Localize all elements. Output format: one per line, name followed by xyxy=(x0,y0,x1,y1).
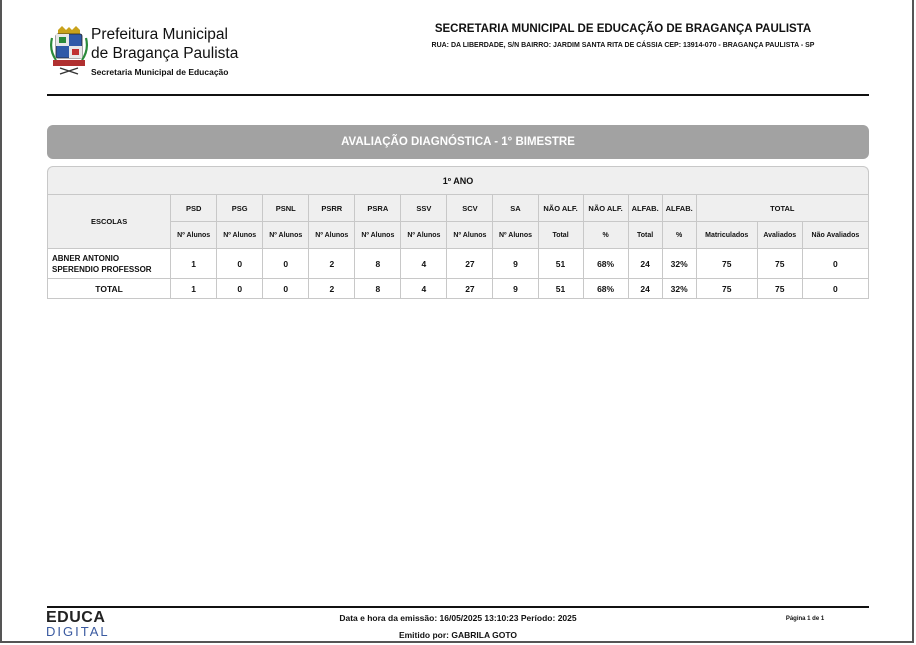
secretariat-title: SECRETARIA MUNICIPAL DE EDUCAÇÃO DE BRAGANÇA PAULISTA xyxy=(434,23,812,35)
subheader: Nº Alunos xyxy=(309,222,355,249)
table-cell: 0 xyxy=(802,249,868,279)
org-name xyxy=(91,25,238,63)
group-header: PSNL xyxy=(263,195,309,222)
table-cell: 75 xyxy=(757,249,802,279)
subheader: Total xyxy=(628,222,662,249)
table-row xyxy=(48,249,869,279)
table-cell: 32% xyxy=(662,249,696,279)
issued-by-label: Emitido por: xyxy=(398,630,450,640)
emission-info xyxy=(260,610,656,644)
group-header-total: TOTAL xyxy=(696,195,868,222)
brand-logo xyxy=(46,611,110,639)
period-value: 2025 xyxy=(557,613,577,623)
table-subheader-row xyxy=(48,222,869,249)
subheader: Nº Alunos xyxy=(401,222,447,249)
subheader: Matriculados xyxy=(696,222,757,249)
group-header: NÃO ALF. xyxy=(538,195,583,222)
table-cell: 27 xyxy=(447,249,493,279)
subheader: Nº Alunos xyxy=(263,222,309,249)
total-cell: 1 xyxy=(171,279,217,299)
table-cell: 68% xyxy=(583,249,628,279)
table-cell: 24 xyxy=(628,249,662,279)
group-header: SCV xyxy=(447,195,493,222)
table-cell: 1 xyxy=(171,249,217,279)
issued-by-value: GABRILA GOTO xyxy=(451,630,518,640)
table-cell: 0 xyxy=(263,249,309,279)
group-header: NÃO ALF. xyxy=(583,195,628,222)
subheader: Nº Alunos xyxy=(447,222,493,249)
table-cell: 2 xyxy=(309,249,355,279)
subheader: % xyxy=(583,222,628,249)
group-header: SSV xyxy=(401,195,447,222)
total-cell: 0 xyxy=(802,279,868,299)
table-cell: 0 xyxy=(217,249,263,279)
schools-header: ESCOLAS xyxy=(48,195,171,249)
school-name-line1: ABNER ANTONIO xyxy=(52,253,120,263)
subheader: Nº Alunos xyxy=(171,222,217,249)
group-header: SA xyxy=(493,195,538,222)
table-cell: 75 xyxy=(696,249,757,279)
group-header: PSD xyxy=(171,195,217,222)
group-header: ALFAB. xyxy=(662,195,696,222)
total-cell: 4 xyxy=(401,279,447,299)
subheader: Nº Alunos xyxy=(217,222,263,249)
period-label: Período: xyxy=(520,613,556,623)
group-header: PSG xyxy=(217,195,263,222)
emission-value: 16/05/2025 13:10:23 xyxy=(439,613,519,623)
total-cell: 24 xyxy=(628,279,662,299)
total-cell: 9 xyxy=(493,279,538,299)
brand-line2: DIGITAL xyxy=(46,624,110,639)
subheader: Total xyxy=(538,222,583,249)
total-cell: 0 xyxy=(217,279,263,299)
total-row xyxy=(48,279,869,299)
brand-line1: EDUCA xyxy=(46,609,106,626)
total-cell: 0 xyxy=(263,279,309,299)
school-name-cell xyxy=(48,249,171,279)
subheader: Avaliados xyxy=(757,222,802,249)
subheader: Nº Alunos xyxy=(493,222,538,249)
total-cell: 75 xyxy=(757,279,802,299)
header-divider xyxy=(47,94,869,96)
total-cell: 8 xyxy=(355,279,401,299)
group-header: ALFAB. xyxy=(628,195,662,222)
total-cell: 27 xyxy=(447,279,493,299)
table-cell: 9 xyxy=(493,249,538,279)
secretariat-address: RUA: DA LIBERDADE, S/N BAIRRO: JARDIM SANTA RITA DE CÁSSIA CEP: 13914-070 - BRAGANÇA PAULISTA - SP xyxy=(431,42,815,49)
footer-divider xyxy=(47,606,869,608)
report-title: AVALIAÇÃO DIAGNÓSTICA - 1° BIMESTRE xyxy=(47,125,869,159)
total-cell: 68% xyxy=(583,279,628,299)
total-label: TOTAL xyxy=(48,279,171,299)
group-header: PSRA xyxy=(355,195,401,222)
org-name-line1: Prefeitura Municipal xyxy=(91,26,228,43)
group-header: PSRR xyxy=(309,195,355,222)
org-name-line2: de Bragança Paulista xyxy=(91,45,239,62)
page-number: Página 1 de 1 xyxy=(785,616,825,622)
table-cell: 8 xyxy=(355,249,401,279)
school-name-line2: SPERENDIO PROFESSOR xyxy=(52,264,152,274)
table-cell: 51 xyxy=(538,249,583,279)
subheader: Não Avaliados xyxy=(802,222,868,249)
table-header-row xyxy=(48,195,869,222)
emission-label: Data e hora da emissão: xyxy=(339,613,438,623)
total-cell: 75 xyxy=(696,279,757,299)
subheader: Nº Alunos xyxy=(355,222,401,249)
total-cell: 51 xyxy=(538,279,583,299)
grade-title: 1º ANO xyxy=(47,166,869,194)
total-cell: 32% xyxy=(662,279,696,299)
org-subtitle: Secretaria Municipal de Educação xyxy=(91,67,229,77)
coat-of-arms-icon xyxy=(50,26,88,76)
table-cell: 4 xyxy=(401,249,447,279)
subheader: % xyxy=(662,222,696,249)
results-table xyxy=(47,194,869,299)
total-cell: 2 xyxy=(309,279,355,299)
